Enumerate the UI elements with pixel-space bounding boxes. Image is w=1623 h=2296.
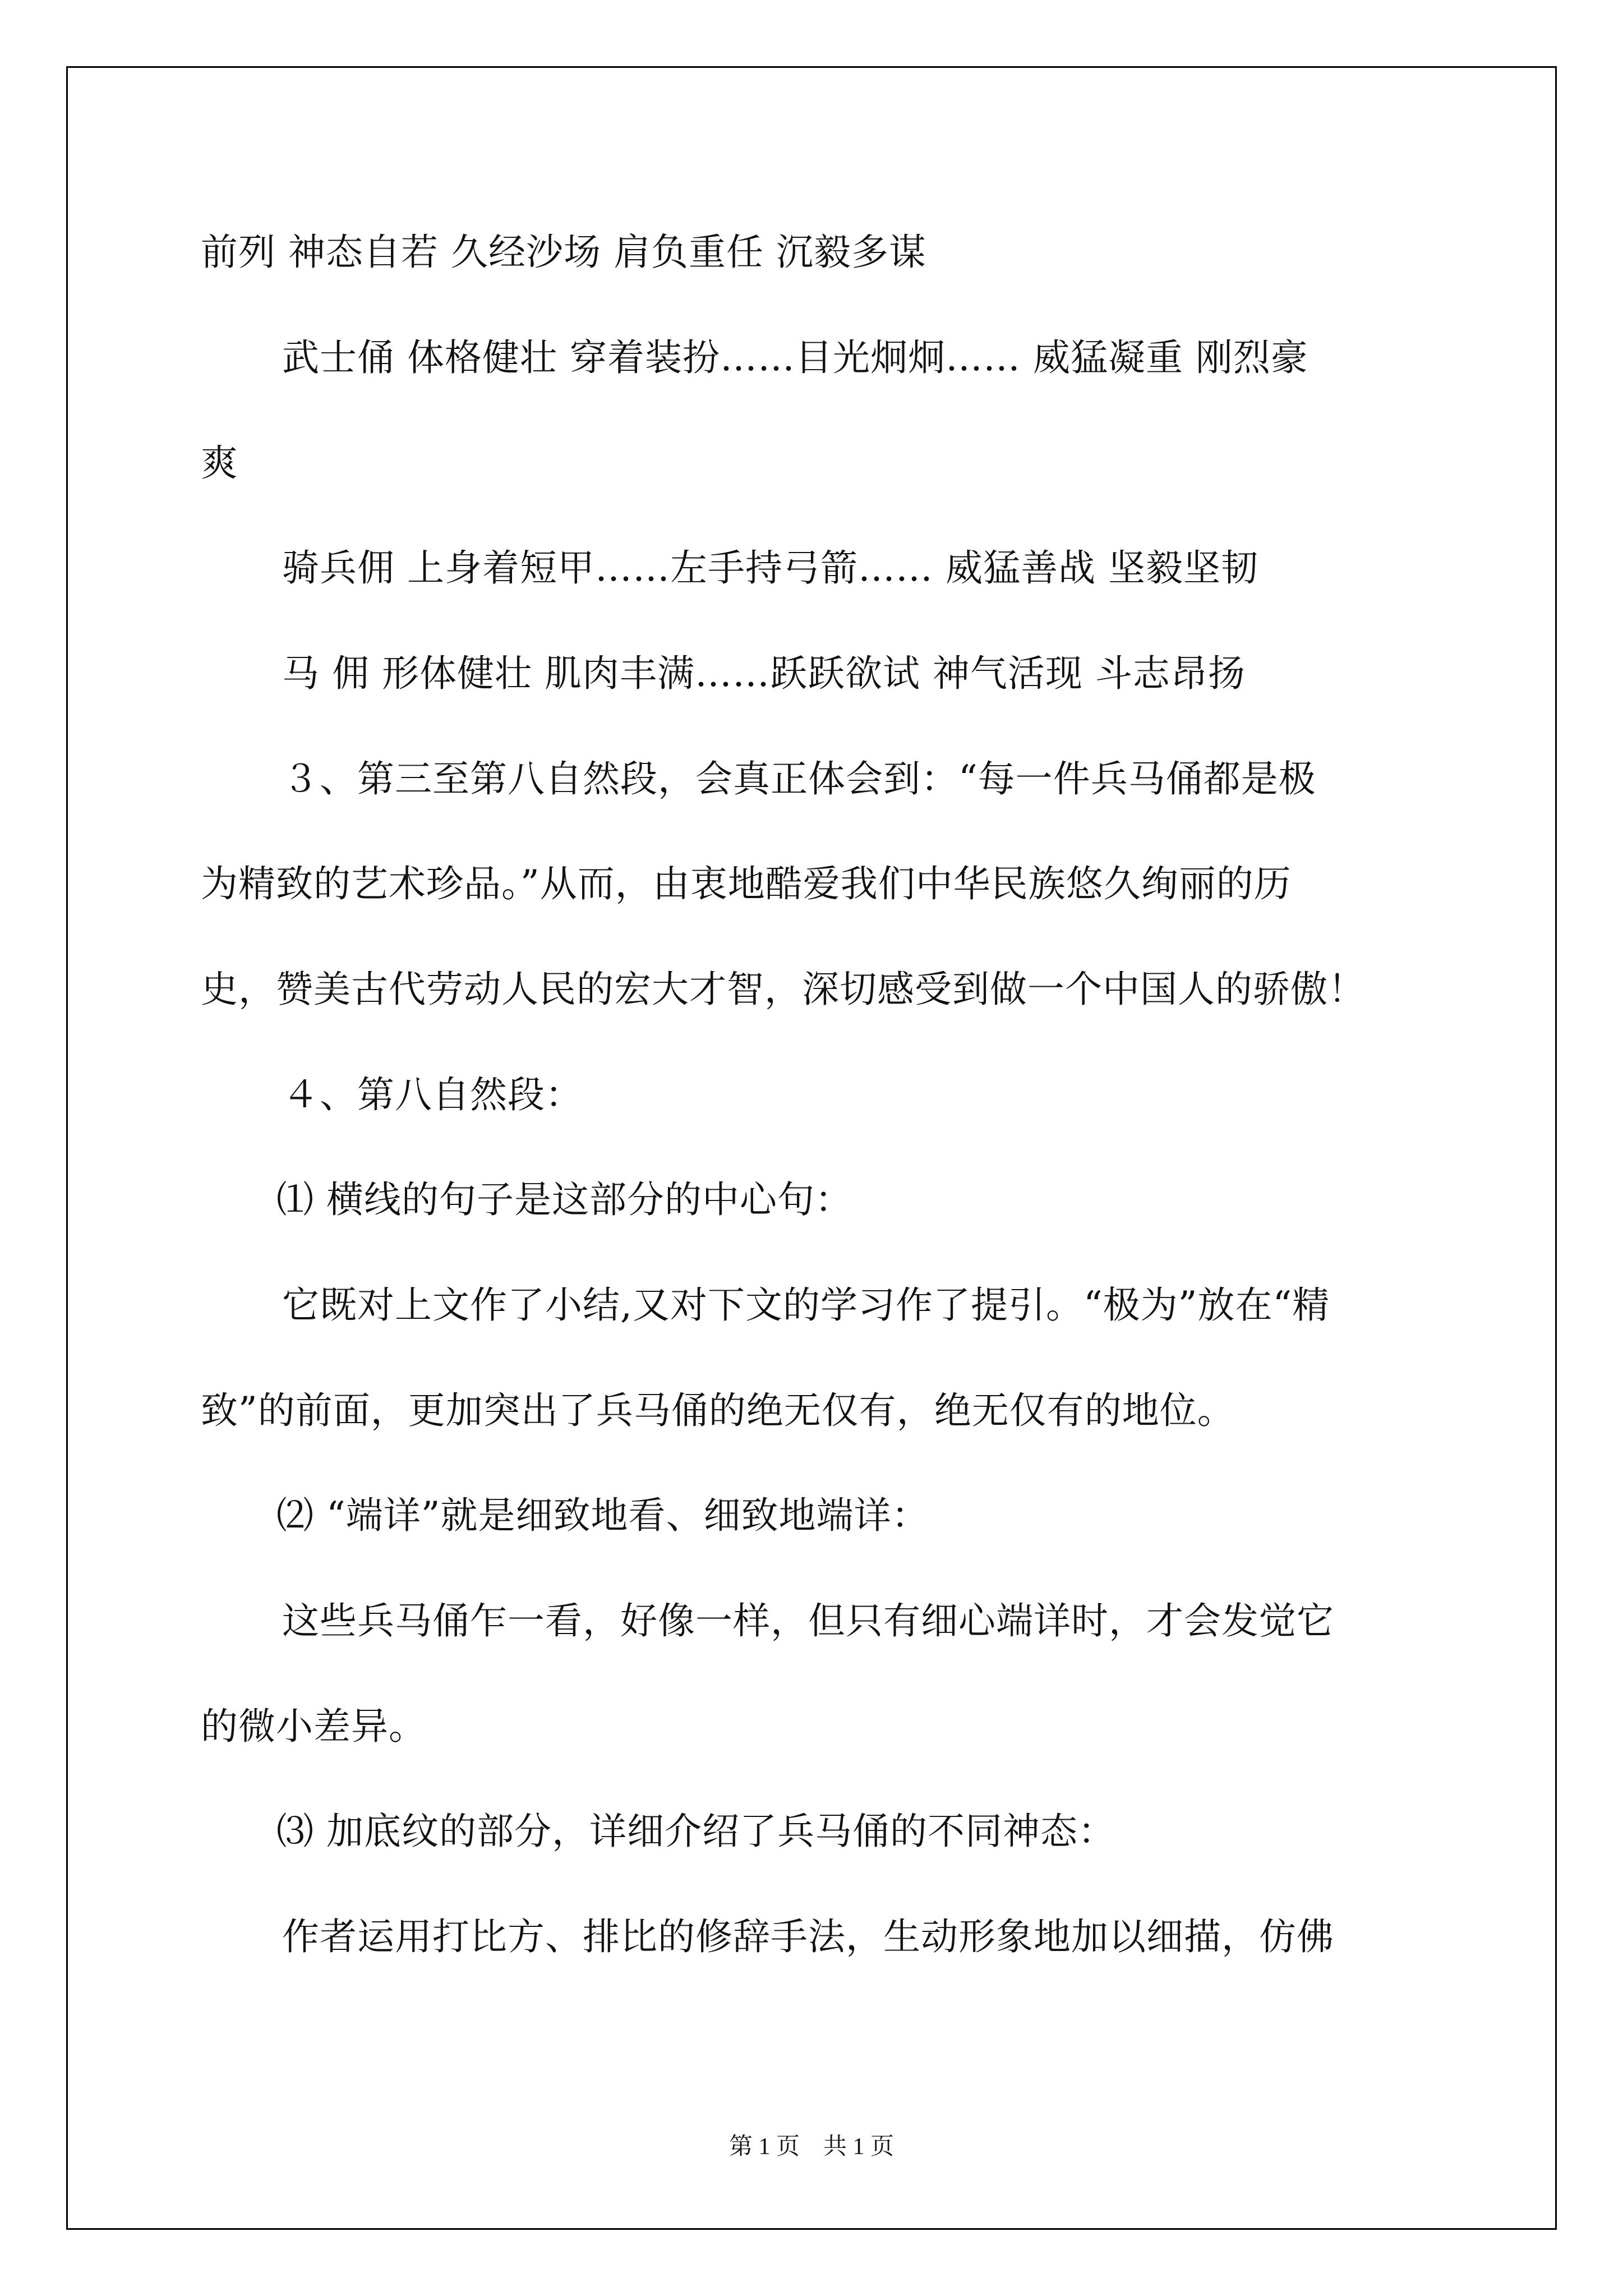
text-line: 爽 <box>201 441 238 485</box>
text-line: 前列 神态自若 久经沙场 肩负重任 沉毅多谋 <box>201 231 926 274</box>
text-line: ⑶ 加底纹的部分，详细介绍了兵马俑的不同神态： <box>276 1810 1115 1853</box>
text-line: ⑵ “端详”就是细致地看、细致地端详： <box>276 1494 929 1537</box>
text-line: 这些兵马俑乍一看，好像一样，但只有细心端详时，才会发觉它 <box>282 1599 1334 1642</box>
text-line: 的微小差异。 <box>201 1705 426 1748</box>
text-line: 骑兵佣 上身着短甲……左手持弓箭…… 威猛善战 坚毅坚韧 <box>282 546 1258 590</box>
text-line: 武士俑 体格健壮 穿着装扮……目光炯炯…… 威猛凝重 刚烈豪 <box>282 336 1308 379</box>
text-line: 史，赞美古代劳动人民的宏大才智，深切感受到做一个中国人的骄傲！ <box>201 968 1366 1011</box>
text-line: 致”的前面，更加突出了兵马俑的绝无仅有，绝无仅有的地位。 <box>201 1389 1235 1432</box>
text-line: ３、第三至第八自然段，会真正体会到：“每一件兵马俑都是极 <box>282 757 1316 800</box>
text-line: 为精致的艺术珍品。”从而，由衷地酷爱我们中华民族悠久绚丽的历 <box>201 862 1292 905</box>
text-line: ４、第八自然段： <box>282 1073 583 1116</box>
text-line: 马 佣 形体健壮 肌肉丰满……跃跃欲试 神气活现 斗志昂扬 <box>282 652 1246 695</box>
page-footer: 第 1 页 共 1 页 <box>728 2134 894 2160</box>
text-line: ⑴ 横线的句子是这部分的中心句： <box>276 1178 852 1221</box>
text-line: 作者运用打比方、排比的修辞手法，生动形象地加以细描，仿佛 <box>282 1915 1334 1958</box>
text-line: 它既对上文作了小结,又对下文的学习作了提引。“极为”放在“精 <box>282 1283 1330 1327</box>
